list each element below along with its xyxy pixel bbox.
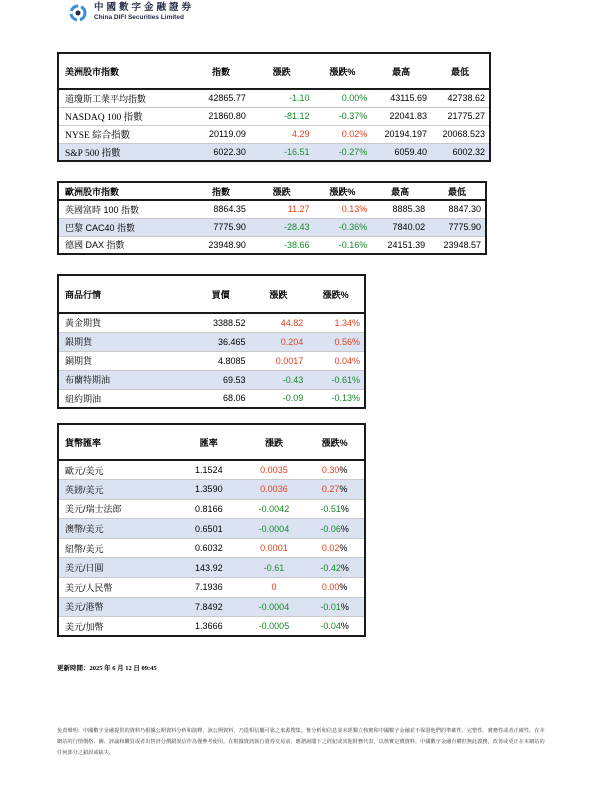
index-low: 21775.27 [431, 107, 490, 125]
index-change-pct: 0.00% [314, 89, 372, 107]
commodity-change: 44.82 [250, 313, 308, 332]
index-change-pct: -0.27% [314, 143, 372, 161]
index-high: 24151.39 [371, 236, 429, 254]
index-value: 23948.90 [192, 236, 250, 254]
fx-pair: 歐元/美元 [58, 460, 175, 480]
index-high: 7840.02 [371, 218, 429, 236]
fx-pair: 美元/人民幣 [58, 578, 175, 598]
commodity-change-pct: 1.34% [307, 313, 365, 332]
fx-rate: 143.92 [175, 558, 243, 578]
fx-pct-value: -0.42 [320, 562, 341, 573]
col-header: 漲跌% [314, 182, 372, 200]
fx-pct-sign: % [340, 562, 349, 573]
fx-change-pct [305, 597, 365, 617]
index-value: 42865.77 [192, 89, 250, 107]
table-row [58, 200, 486, 218]
index-low: 42738.62 [431, 89, 490, 107]
table-header-row [58, 53, 490, 89]
fx-change-pct [305, 558, 365, 578]
col-header: 漲跌 [250, 182, 314, 200]
fx-change-pct [305, 480, 365, 500]
fx-pct-value: -0.06 [320, 523, 341, 534]
fx-pair: 英鎊/美元 [58, 480, 175, 500]
index-change: 11.27 [250, 200, 314, 218]
col-header: 漲跌 [250, 53, 314, 89]
table-row [58, 218, 486, 236]
fx-rate: 7.1936 [175, 578, 243, 598]
table-row [58, 370, 365, 389]
index-high: 22041.83 [371, 107, 431, 125]
company-name-cn: 中國數字金融證券 [94, 2, 195, 13]
table-row [58, 460, 365, 480]
fx-change-pct [305, 617, 365, 637]
index-low: 6002.32 [431, 143, 490, 161]
index-name: 英國富時 100 指數 [58, 200, 192, 218]
table-header-row [58, 424, 365, 460]
index-value: 20119.09 [192, 125, 250, 143]
index-value: 7775.90 [192, 218, 250, 236]
col-header: 歐洲股市指數 [58, 182, 192, 200]
eu-indices-table [57, 181, 487, 255]
col-header: 漲跌% [307, 275, 365, 313]
fx-rate: 7.8492 [175, 597, 243, 617]
fx-rate: 1.3590 [175, 480, 243, 500]
fx-pct-sign: % [340, 621, 349, 632]
col-header: 最高 [371, 53, 431, 89]
fx-pct-value: -0.04 [320, 621, 341, 632]
fx-pair: 澳幣/美元 [58, 519, 175, 539]
index-change-pct: 0.13% [314, 200, 372, 218]
commodity-name: 布蘭特期油 [58, 370, 192, 389]
table-row [58, 558, 365, 578]
fx-change: 0.0035 [243, 460, 306, 480]
fx-change: -0.0004 [243, 519, 306, 539]
col-header: 漲跌% [305, 424, 365, 460]
fx-change: -0.0042 [243, 499, 306, 519]
table-header-row [58, 275, 365, 313]
commodity-change: 0.204 [250, 332, 308, 351]
index-name: NASDAQ 100 指數 [58, 107, 192, 125]
index-value: 21860.80 [192, 107, 250, 125]
index-high: 6059.40 [371, 143, 431, 161]
table-row [58, 107, 490, 125]
index-change-pct: 0.02% [314, 125, 372, 143]
col-header: 商品行情 [58, 275, 192, 313]
fx-pct-value: 0.27 [321, 484, 340, 495]
table-row [58, 597, 365, 617]
commodity-change-pct: -0.61% [307, 370, 365, 389]
fx-rate: 1.1524 [175, 460, 243, 480]
commodity-change: 0.0017 [250, 351, 308, 370]
commodity-price: 4.8085 [192, 351, 250, 370]
fx-pct-value: 0.02 [321, 543, 340, 554]
fx-pair: 美元/瑞士法郎 [58, 499, 175, 519]
index-change-pct: -0.37% [314, 107, 372, 125]
col-header: 匯率 [175, 424, 243, 460]
table-row [58, 480, 365, 500]
index-low: 20068.523 [431, 125, 490, 143]
commodity-change: -0.43 [250, 370, 308, 389]
index-name: NYSE 綜合指數 [58, 125, 192, 143]
commodities-table [57, 274, 366, 409]
col-header: 指數 [192, 53, 250, 89]
fx-rates-table [57, 423, 366, 637]
table-row [58, 125, 490, 143]
index-name: S&P 500 指數 [58, 143, 192, 161]
index-name: 巴黎 CAC40 指數 [58, 218, 192, 236]
logo-icon [68, 3, 88, 23]
table-row [58, 389, 365, 408]
fx-change: 0.0001 [243, 538, 306, 558]
fx-pct-value: 0.30 [321, 465, 340, 476]
us-indices-table [57, 52, 491, 162]
index-name: 道瓊斯工業平均指數 [58, 89, 192, 107]
col-header: 漲跌 [250, 275, 308, 313]
company-name-en: China DIFI Securities Limited [94, 14, 184, 21]
fx-change: -0.0004 [243, 597, 306, 617]
company-logo [68, 3, 194, 23]
index-high: 43115.69 [371, 89, 431, 107]
fx-change-pct [305, 460, 365, 480]
fx-rate: 1.3666 [175, 617, 243, 637]
table-row [58, 332, 365, 351]
index-change: -81.12 [250, 107, 314, 125]
table-row [58, 236, 486, 254]
col-header: 貨幣匯率 [58, 424, 175, 460]
col-header: 美洲股市指數 [58, 53, 192, 89]
commodity-name: 銀期貨 [58, 332, 192, 351]
fx-pct-sign: % [339, 465, 348, 476]
fx-change: -0.0005 [243, 617, 306, 637]
table-row [58, 519, 365, 539]
fx-rate: 0.6501 [175, 519, 243, 539]
index-change-pct: -0.16% [314, 236, 372, 254]
table-row [58, 143, 490, 161]
fx-rate: 0.6032 [175, 538, 243, 558]
update-time: 更新時間：2025 年 6 月 12 日 09:45 [57, 665, 157, 672]
fx-change: 0 [243, 578, 306, 598]
index-value: 8864.35 [192, 200, 250, 218]
commodity-price: 69.53 [192, 370, 250, 389]
table-header-row [58, 182, 486, 200]
index-name: 德國 DAX 指數 [58, 236, 192, 254]
commodity-change-pct: 0.56% [307, 332, 365, 351]
index-change-pct: -0.36% [314, 218, 372, 236]
fx-pair: 美元/加幣 [58, 617, 175, 637]
fx-pair: 紐幣/美元 [58, 538, 175, 558]
table-row [58, 617, 365, 637]
fx-pct-sign: % [340, 503, 349, 514]
index-high: 20194.197 [371, 125, 431, 143]
fx-pct-sign: % [340, 601, 349, 612]
index-low: 8847.30 [429, 200, 486, 218]
commodity-name: 黃金期貨 [58, 313, 192, 332]
index-low: 23948.57 [429, 236, 486, 254]
commodity-price: 36.465 [192, 332, 250, 351]
fx-pair: 美元/港幣 [58, 597, 175, 617]
col-header: 漲跌 [243, 424, 306, 460]
commodity-change-pct: -0.13% [307, 389, 365, 408]
index-change: -16.51 [250, 143, 314, 161]
fx-change: 0.0036 [243, 480, 306, 500]
index-change: -1.10 [250, 89, 314, 107]
table-row [58, 538, 365, 558]
fx-pair: 美元/日圓 [58, 558, 175, 578]
fx-pct-sign: % [339, 543, 348, 554]
col-header: 最低 [431, 53, 490, 89]
commodity-name: 銅期貨 [58, 351, 192, 370]
commodity-change-pct: 0.04% [307, 351, 365, 370]
fx-change-pct [305, 578, 365, 598]
fx-pct-value: -0.51 [320, 503, 341, 514]
commodity-price: 3388.52 [192, 313, 250, 332]
commodity-name: 紐約期油 [58, 389, 192, 408]
table-row [58, 578, 365, 598]
fx-pct-value: 0.00 [321, 582, 340, 593]
fx-change-pct [305, 499, 365, 519]
index-change: -28.43 [250, 218, 314, 236]
index-change: 4.29 [250, 125, 314, 143]
commodity-price: 68.06 [192, 389, 250, 408]
index-low: 7775.90 [429, 218, 486, 236]
commodity-change: -0.09 [250, 389, 308, 408]
fx-change: -0.61 [243, 558, 306, 578]
table-row [58, 89, 490, 107]
index-high: 8885.38 [371, 200, 429, 218]
col-header: 買價 [192, 275, 250, 313]
fx-rate: 0.8166 [175, 499, 243, 519]
index-value: 6022.30 [192, 143, 250, 161]
col-header: 最低 [429, 182, 486, 200]
table-row [58, 499, 365, 519]
col-header: 最高 [371, 182, 429, 200]
fx-pct-value: -0.01 [320, 601, 341, 612]
index-change: -38.66 [250, 236, 314, 254]
table-row [58, 313, 365, 332]
col-header: 漲跌% [314, 53, 372, 89]
fx-pct-sign: % [339, 484, 348, 495]
table-row [58, 351, 365, 370]
fx-pct-sign: % [340, 523, 349, 534]
fx-pct-sign: % [339, 582, 348, 593]
disclaimer-text: 免責聲明：中國數字金融提供的資料乃根據公開資料分析和演釋，該公開資料，乃從相信屬可靠之來源搜集。惟分析和信息並未經獨立核實和中國數字金融並不保證他們的準確性、完整性、實務性或者正確性。在本網站的行情價格、圖、評論和購買或者出售評分價錯誤信作為僅參考使用。在根據資訊執行證券交易前，應諮詢閣下之經紀或其他財務代表，以核實定價資料。中國數字金融有權但無此義務，改善或更正在本網站的任何部分之錯誤或缺失。 [57, 728, 545, 756]
fx-change-pct [305, 538, 365, 558]
fx-change-pct [305, 519, 365, 539]
col-header: 指數 [192, 182, 250, 200]
